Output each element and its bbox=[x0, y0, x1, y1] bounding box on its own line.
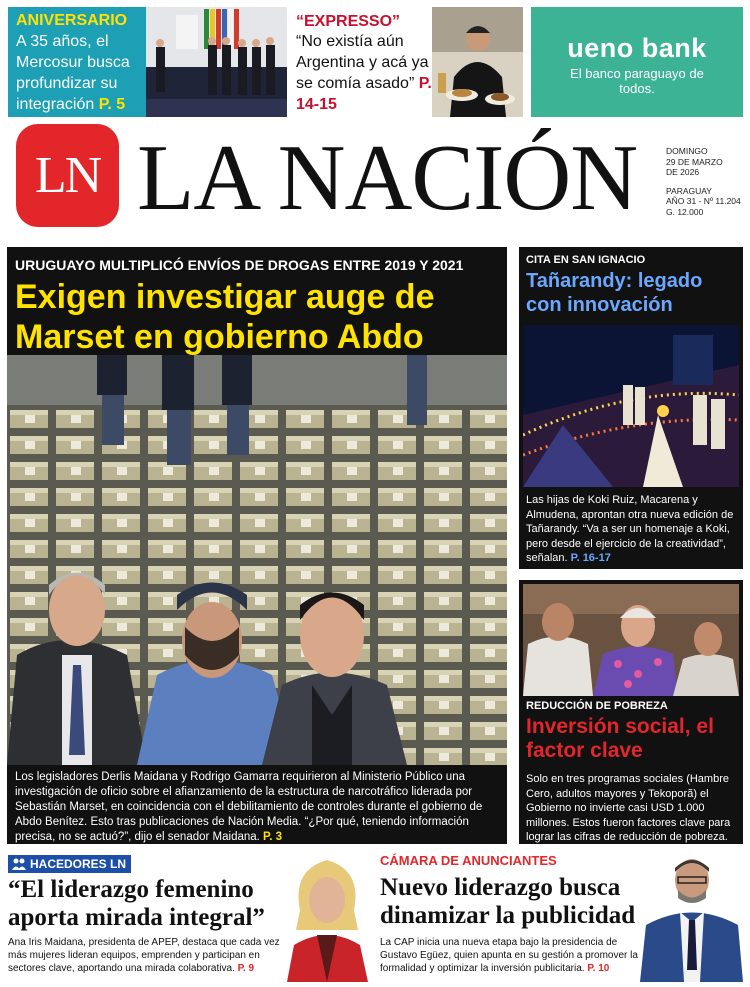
woman-portrait bbox=[282, 850, 372, 982]
hacedores-badge bbox=[8, 855, 131, 874]
edition-line: 29 DE MARZO bbox=[666, 156, 723, 167]
side-caption: Las hijas de Koki Ruiz, Macarena y Almudena, aprontan otra nueva edición de Tañarandy. “Va a ser un homenaje a Koki, pero desde el ejercicio de la creatividad”, señalan. P. 16-17 bbox=[526, 494, 734, 564]
side-kicker: CITA EN SAN IGNACIO bbox=[526, 254, 646, 266]
promo-text: A 35 años, el Mercosur busca profundizar su integración P. 5 bbox=[16, 33, 130, 113]
section-badge: HACEDORES LN bbox=[8, 855, 131, 873]
promo-kicker: “EXPRESSO” bbox=[296, 13, 401, 30]
lead-caption: Los legisladores Derlis Maidana y Rodrigo Gamarra requirieron al Ministerio Público una investigación de oficio sobre el afianzamiento de la estructura de narcotráfico liderada por Sebastián Marset, en coincidencia con el debilitamiento de controles durante el gobierno de Abdo Benítez. Esto tras publicaciones de Nación Media. “¿Por qué, teniendo información precisa, no se actuó?”, dijo el senador Maidana. P. 3 bbox=[15, 771, 483, 843]
edition-line: PARAGUAY bbox=[666, 185, 712, 196]
ad-brand: ueno bank bbox=[567, 33, 707, 63]
page-ref: P. 3 bbox=[263, 831, 283, 843]
edition-info bbox=[666, 146, 741, 217]
promo-aniversario[interactable] bbox=[8, 7, 146, 117]
ad-tagline: El banco paraguayo de todos. bbox=[570, 66, 704, 96]
page-ref: P. 16-17 bbox=[570, 552, 611, 564]
side-headline[interactable]: Inversión social, el factor clave bbox=[526, 715, 714, 762]
lead-headline[interactable]: Exigen investigar auge de Marset en gobierno Abdo bbox=[15, 278, 435, 356]
bottom-caption: La CAP inicia una nueva etapa bajo la presidencia de Gustavo Egüez, quien apunta en su gestión a promover la formalidad y optimizar la inversión publicitaria. P. 10 bbox=[380, 937, 638, 974]
edition-line: DE 2026 bbox=[666, 167, 700, 177]
procession-photo bbox=[523, 325, 739, 487]
ueno-bank-ad[interactable] bbox=[531, 7, 743, 117]
newspaper-title: LA NACIÓN bbox=[137, 126, 638, 230]
chef-photo bbox=[432, 7, 523, 117]
side-story-pobreza[interactable] bbox=[519, 580, 743, 844]
page-ref: P. 14-15 bbox=[296, 75, 432, 113]
page-ref: P. 9 bbox=[237, 963, 255, 974]
ln-logo[interactable]: LN bbox=[16, 124, 119, 227]
man-portrait bbox=[640, 850, 743, 982]
bottom-caption: Ana Iris Maidana, presidenta de APEP, destaca que cada vez más mujeres lideran equipos, emprenden y participan en sectores clave, aportando una mirada colaborativa. P. 9 bbox=[8, 937, 280, 974]
elderly-photo bbox=[523, 584, 739, 696]
side-headline[interactable]: Tañarandy: legado con innovación bbox=[526, 270, 703, 316]
edition-line: AÑO 31 - Nº 11.204 bbox=[666, 196, 741, 206]
lead-kicker: URUGUAYO MULTIPLICÓ ENVÍOS DE DROGAS ENTRE 2019 Y 2021 bbox=[15, 257, 464, 273]
side-kicker: REDUCCIÓN DE POBREZA bbox=[526, 700, 668, 712]
promo-kicker: ANIVERSARIO bbox=[16, 12, 128, 29]
edition-line: G. 12.000 bbox=[666, 206, 704, 217]
promo-text: “No existía aún Argentina y acá ya se comía asado” P. 14-15 bbox=[296, 33, 432, 113]
lead-photo-drug-seizure bbox=[7, 355, 507, 765]
lead-story[interactable] bbox=[7, 247, 507, 844]
mercosur-photo bbox=[146, 7, 287, 117]
side-caption: Solo en tres programas sociales (Hambre Cero, adultos mayores y Tekoporã) el Gobierno no invierte casi USD 1.000 millones. Estos fueron factores clave para lograr las cifras de reducción de pobreza. bbox=[526, 773, 731, 843]
people-icon bbox=[11, 857, 27, 871]
bottom-kicker: CÁMARA DE ANUNCIANTES bbox=[380, 853, 557, 868]
page-ref: P. 5 bbox=[98, 96, 126, 113]
side-story-tanarandy[interactable] bbox=[519, 247, 743, 569]
edition-line: DOMINGO bbox=[666, 146, 708, 156]
bottom-headline[interactable]: Nuevo liderazgo busca dinamizar la publicidad bbox=[380, 874, 636, 929]
bottom-headline[interactable]: “El liderazgo femenino aporta mirada integral” bbox=[8, 876, 265, 931]
page-ref: P. 10 bbox=[587, 963, 610, 974]
